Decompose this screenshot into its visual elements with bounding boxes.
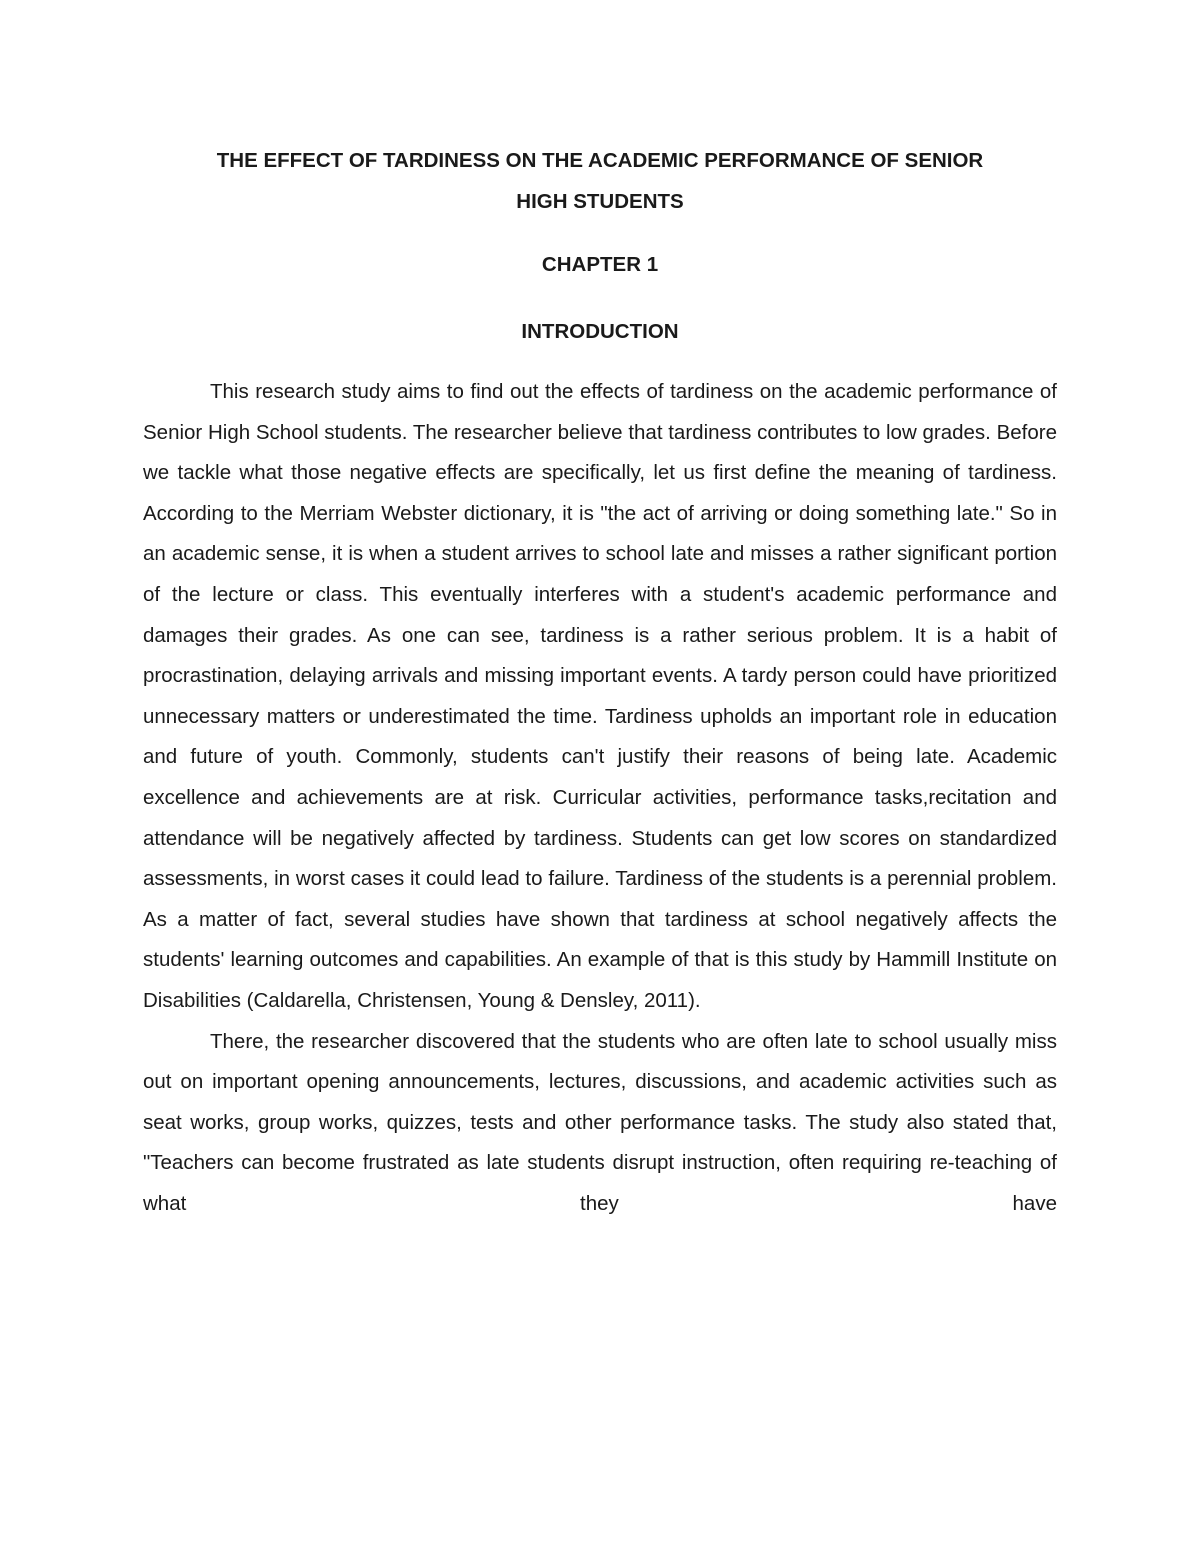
paragraph-1: This research study aims to find out the effects of tardiness on the academic performance of Senior High School students. The researcher believe that tardiness contributes to low grades. Before we tackle what those negative effects are specifically, let us first define the meaning of tardiness. According to the Merriam Webster dictionary, it is "the act of arriving or doing something late." So in an academic sense, it is when a student arrives to school late and misses a rather significant portion of the lecture or class. This eventually interferes with a student's academic performance and damages their grades. As one can see, tardiness is a rather serious problem. It is a habit of procrastination, delaying arrivals and missing important events. A tardy person could have prioritized unnecessary matters or underestimated the time. Tardiness upholds an important role in education and future of youth. Commonly, students can't justify their reasons of being late. Academic excellence and achievements are at risk. Curricular activities, performance tasks,recitation and attendance will be negatively affected by tardiness. Students can get low scores on standardized assessments, in worst cases it could lead to failure. Tardiness of the students is a perennial problem. As a matter of fact, several studies have shown that tardiness at school negatively affects the students' learning outcomes and capabilities. An example of that is this study by Hammill Institute on Disabilities (Caldarella, Christensen, Young & Densley, 2011).: [143, 380, 1057, 1012]
paragraph-2: There, the researcher discovered that the students who are often late to school usually miss out on important opening announcements, lectures, discussions, and academic activities such as seat works, group works, quizzes, tests and other performance tasks. The study also stated that, "Teachers can become frustrated as late students disrupt instruction, often requiring re-teaching of what they have: [143, 1029, 1057, 1215]
title-line-1: THE EFFECT OF TARDINESS ON THE ACADEMIC PERFORMANCE OF SENIOR: [216, 149, 984, 172]
document-title: [143, 140, 1057, 222]
title-line-2: HIGH STUDENTS: [516, 190, 684, 213]
section-heading: INTRODUCTION: [521, 320, 679, 343]
body-text: [143, 372, 1057, 1224]
chapter-heading: CHAPTER 1: [541, 253, 659, 276]
